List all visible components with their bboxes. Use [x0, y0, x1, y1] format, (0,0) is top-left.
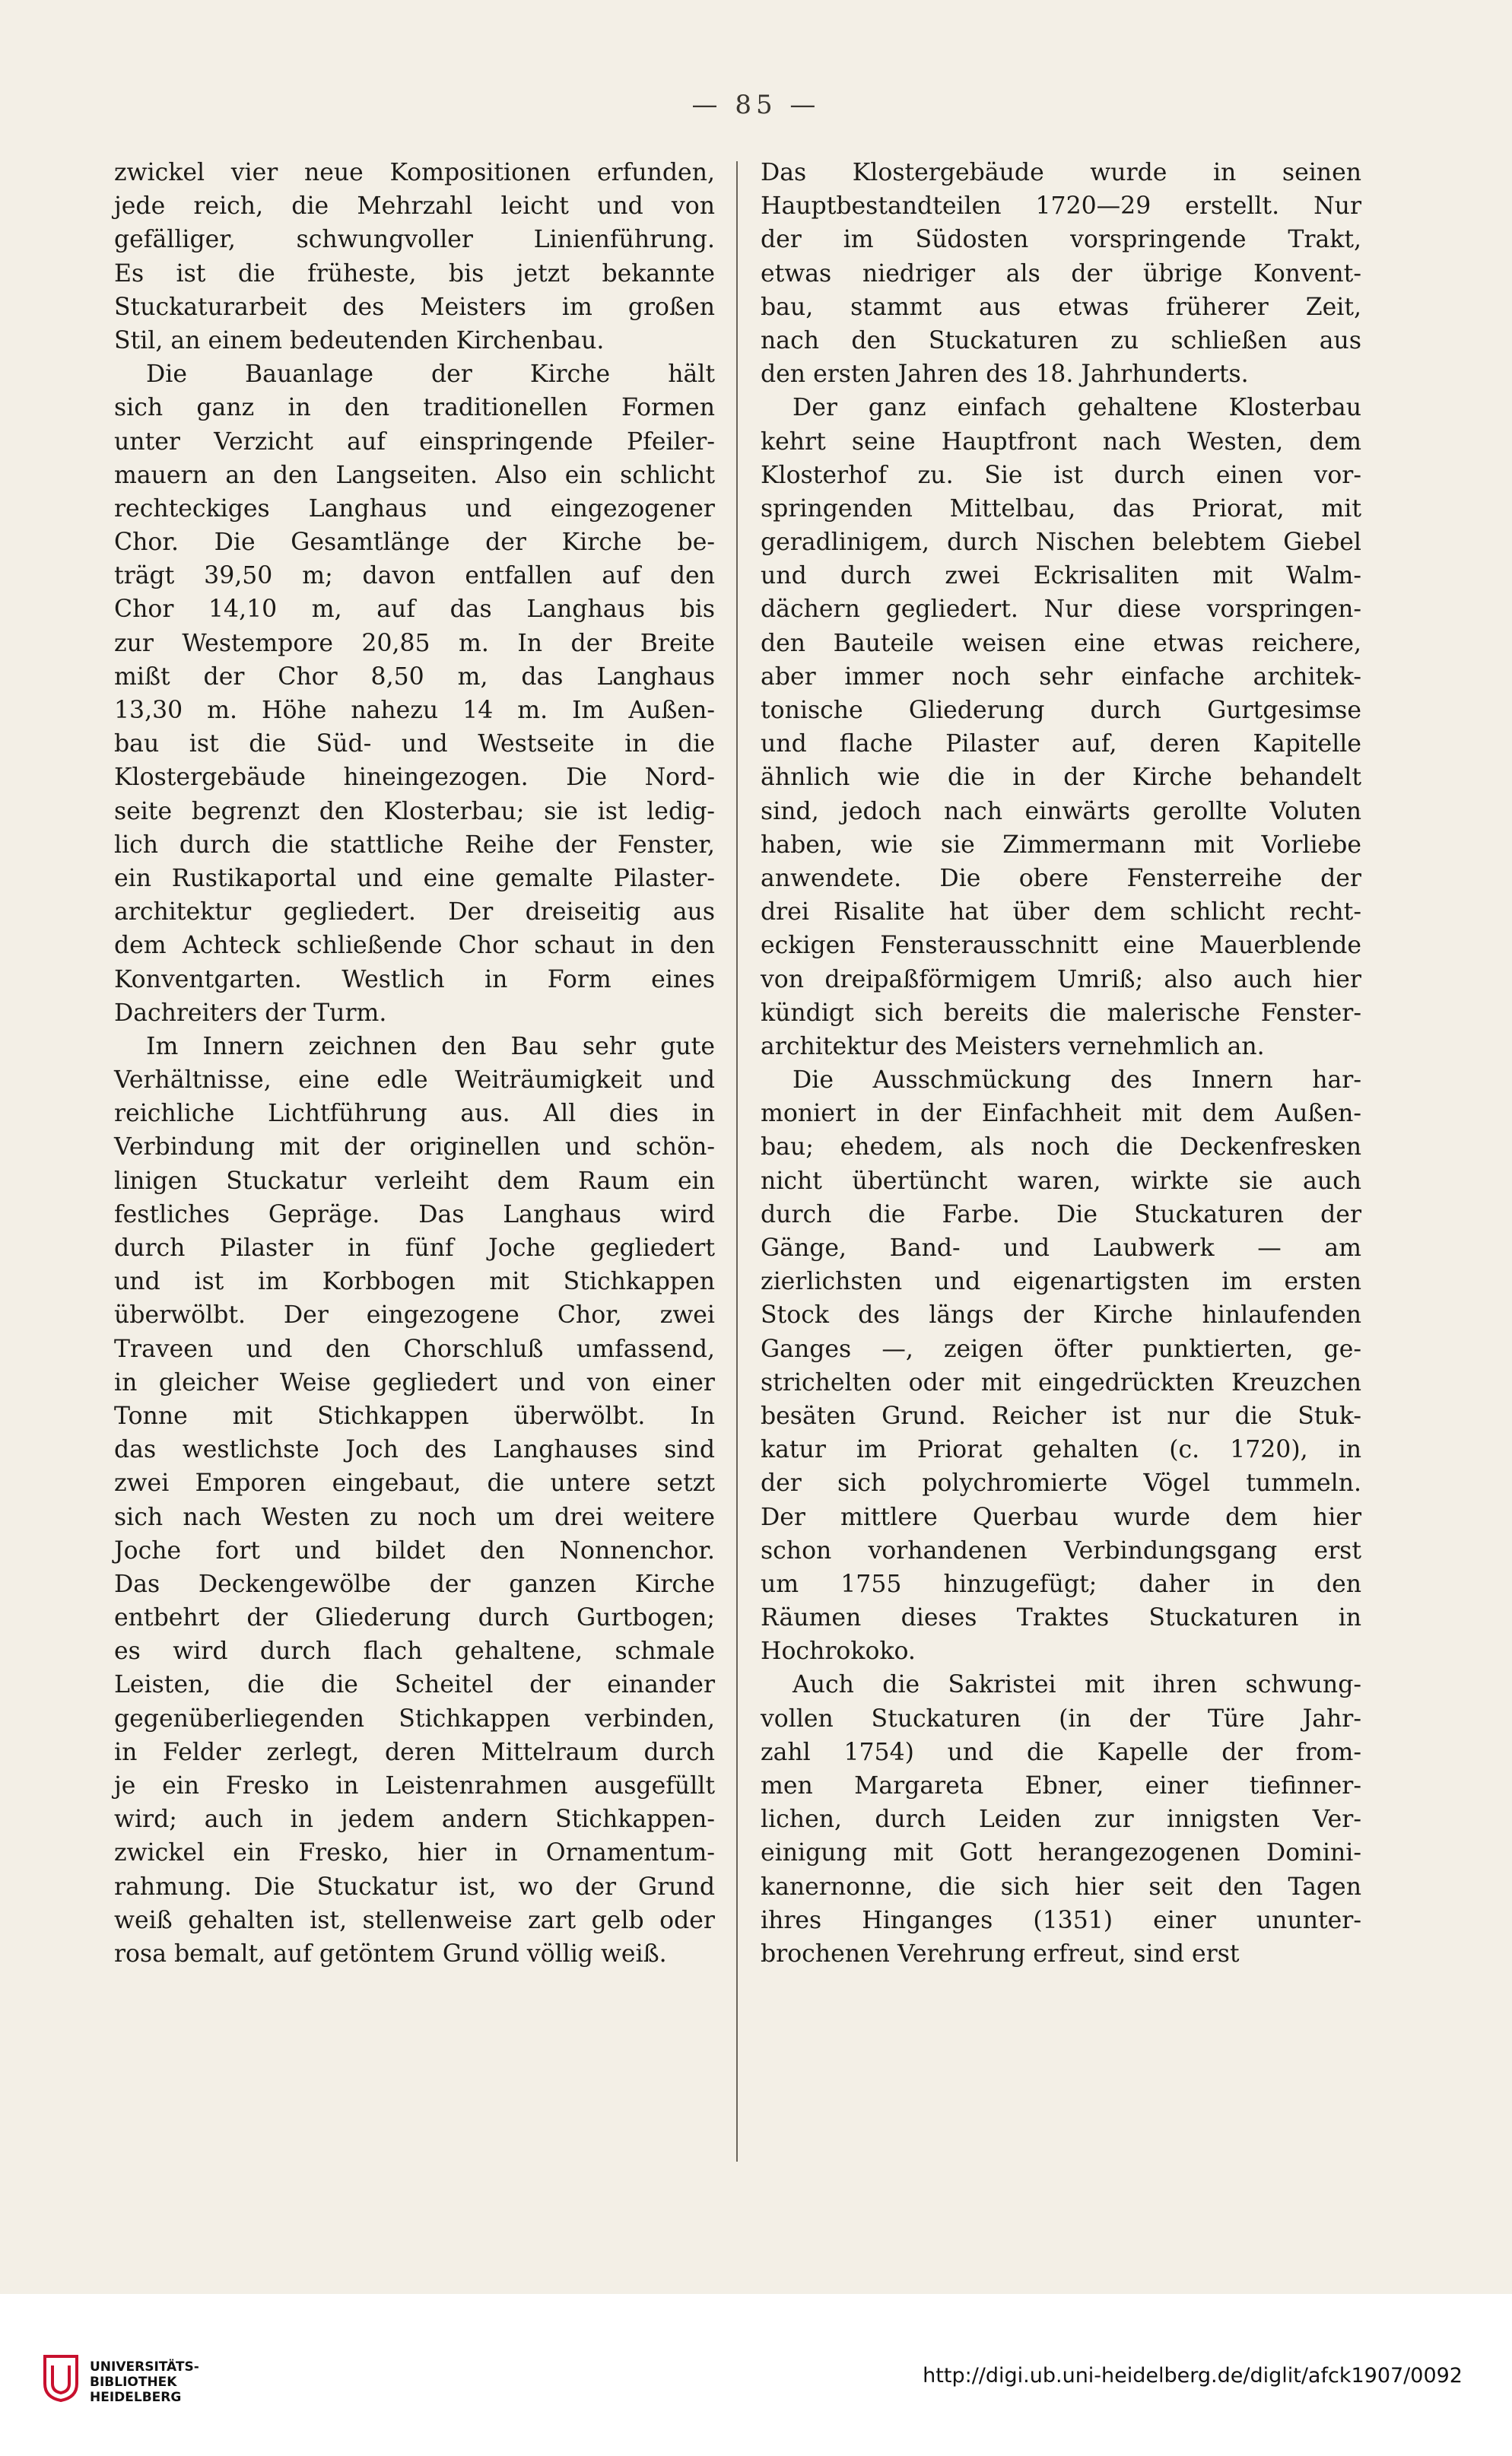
library-name-line: HEIDELBERG: [90, 2390, 182, 2405]
text-line: ähnlich wie die in der Kirche behandelt: [761, 764, 1361, 792]
text-line: in gleicher Weise gegliedert und von einer: [114, 1368, 715, 1396]
text-line: strichelten oder mit eingedrückten Kreuzchen: [761, 1368, 1361, 1396]
text-line: springenden Mittelbau, das Priorat, mit: [761, 494, 1361, 523]
text-line: und flache Pilaster auf, deren Kapitelle: [761, 730, 1361, 758]
text-line: Es ist die früheste, bis jetzt bekannte: [114, 259, 715, 288]
text-line: Auch die Sakristei mit ihren schwung-: [793, 1671, 1361, 1699]
text-line: in Felder zerlegt, deren Mittelraum durch: [114, 1738, 715, 1766]
text-line: rosa bemalt, auf getöntem Grund völlig weiß.: [114, 1940, 667, 1968]
text-line: Tonne mit Stichkappen überwölbt. In: [114, 1402, 715, 1430]
page-number: — 85 —: [691, 90, 821, 120]
text-line: architektur gegliedert. Der dreiseitig aus: [114, 898, 715, 926]
text-line: Das Klostergebäude wurde in seinen: [761, 159, 1361, 186]
text-line: gefälliger, schwungvoller Linienführung.: [114, 226, 715, 254]
text-line: um 1755 hinzugefügt; daher in den: [761, 1570, 1361, 1598]
text-line: das westlichste Joch des Langhauses sind: [114, 1436, 715, 1464]
text-line: zierlichsten und eigenartigsten im ersten: [761, 1268, 1361, 1296]
text-line: trägt 39,50 m; davon entfallen auf den: [114, 562, 715, 590]
text-line: den ersten Jahren des 18. Jahrhunderts.: [761, 361, 1249, 389]
text-line: besäten Grund. Reicher ist nur die Stuk-: [761, 1402, 1361, 1430]
text-line: rahmung. Die Stuckatur ist, wo der Grund: [114, 1873, 715, 1901]
text-line: es wird durch flach gehaltene, schmale: [114, 1638, 715, 1666]
text-line: der im Südosten vorspringende Trakt,: [761, 226, 1361, 254]
text-line: kündigt sich bereits die malerische Fenster-: [761, 999, 1361, 1027]
text-line: Joche fort und bildet den Nonnenchor.: [114, 1536, 715, 1565]
text-line: der sich polychromierte Vögel tummeln.: [761, 1469, 1361, 1498]
text-line: Verhältnisse, eine edle Weiträumigkeit und: [114, 1066, 715, 1095]
text-line: durch Pilaster in fünf Joche gegliedert: [114, 1234, 715, 1262]
text-line: Der ganz einfach gehaltene Klosterbau: [793, 394, 1361, 422]
text-line: vollen Stuckaturen (in der Türe Jahr-: [761, 1705, 1361, 1733]
text-line: Hochrokoko.: [761, 1638, 916, 1666]
text-line: Klosterhof zu. Sie ist durch einen vor-: [761, 461, 1361, 489]
text-line: Stock des längs der Kirche hinlaufenden: [761, 1301, 1361, 1330]
text-line: Das Deckengewölbe der ganzen Kirche: [114, 1570, 715, 1598]
text-line: bau, stammt aus etwas früherer Zeit,: [761, 293, 1361, 321]
text-column-right: [761, 156, 1361, 1971]
text-line: schon vorhandenen Verbindungsgang erst: [761, 1536, 1361, 1565]
text-line: moniert in der Einfachheit mit dem Außen-: [761, 1100, 1361, 1128]
library-name-line: UNIVERSITÄTS-: [90, 2359, 199, 2375]
text-line: eckigen Fensterausschnitt eine Mauerblende: [761, 932, 1361, 960]
text-line: Chor. Die Gesamtlänge der Kirche be-: [114, 529, 715, 557]
text-line: von dreipaßförmigem Umriß; also auch hier: [761, 965, 1361, 993]
library-name: [90, 2359, 199, 2405]
text-line: Der mittlere Querbau wurde dem hier: [761, 1503, 1361, 1531]
text-line: Stuckaturarbeit des Meisters im großen: [114, 293, 715, 321]
text-line: Chor 14,10 m, auf das Langhaus bis: [114, 596, 715, 624]
text-line: gegenüberliegenden Stichkappen verbinden,: [114, 1705, 715, 1733]
text-line: dem Achteck schließende Chor schaut in den: [114, 932, 715, 960]
text-line: seite begrenzt den Klosterbau; sie ist ledig-: [114, 797, 715, 825]
text-line: zwickel vier neue Kompositionen erfunden,: [114, 159, 715, 186]
text-line: anwendete. Die obere Fensterreihe der: [761, 864, 1361, 892]
text-line: kehrt seine Hauptfront nach Westen, dem: [761, 427, 1361, 456]
text-line: katur im Priorat gehalten (c. 1720), in: [761, 1436, 1361, 1464]
text-line: reichliche Lichtführung aus. All dies in: [114, 1100, 715, 1128]
text-line: den Bauteile weisen eine etwas reichere,: [761, 629, 1361, 657]
digitization-footer: [0, 2294, 1512, 2456]
text-line: haben, wie sie Zimmermann mit Vorliebe: [761, 831, 1361, 859]
text-line: zahl 1754) und die Kapelle der from-: [761, 1738, 1361, 1766]
text-line: Dachreiters der Turm.: [114, 999, 387, 1027]
text-line: rechteckiges Langhaus und eingezogener: [114, 494, 715, 523]
text-line: weiß gehalten ist, stellenweise zart gelb oder: [114, 1906, 715, 1934]
text-line: dächern gegliedert. Nur diese vorspringen-: [761, 596, 1361, 624]
university-library-logo-icon: [42, 2353, 80, 2403]
text-line: 13,30 m. Höhe nahezu 14 m. Im Außen-: [114, 697, 715, 724]
text-line: sind, jedoch nach einwärts gerollte Voluten: [761, 797, 1361, 825]
text-line: festliches Gepräge. Das Langhaus wird: [114, 1200, 715, 1228]
text-line: Konventgarten. Westlich in Form eines: [114, 965, 715, 993]
text-line: Hauptbestandteilen 1720—29 erstellt. Nur: [761, 192, 1361, 221]
text-line: und durch zwei Eckrisaliten mit Walm-: [761, 562, 1361, 590]
text-line: Die Bauanlage der Kirche hält: [146, 361, 715, 389]
text-line: durch die Farbe. Die Stuckaturen der: [761, 1200, 1361, 1228]
text-line: Verbindung mit der originellen und schön-: [114, 1133, 715, 1161]
text-line: Ganges —, zeigen öfter punktierten, ge-: [761, 1335, 1361, 1363]
text-line: ein Rustikaportal und eine gemalte Pilaster-: [114, 864, 715, 892]
text-line: nicht übertüncht waren, wirkte sie auch: [761, 1167, 1361, 1195]
text-line: architektur des Meisters vernehmlich an.: [761, 1032, 1265, 1060]
text-line: ihres Hinganges (1351) einer ununter-: [761, 1906, 1361, 1934]
text-line: Im Innern zeichnen den Bau sehr gute: [146, 1032, 715, 1060]
text-line: tonische Gliederung durch Gurtgesimse: [761, 697, 1361, 724]
text-column-left: [114, 156, 715, 1971]
text-line: zur Westempore 20,85 m. In der Breite: [114, 629, 715, 657]
text-line: Leisten, die die Scheitel der einander: [114, 1671, 715, 1699]
text-line: geradlinigem, durch Nischen belebtem Giebel: [761, 529, 1361, 557]
text-line: linigen Stuckatur verleiht dem Raum ein: [114, 1167, 715, 1195]
text-line: sich ganz in den traditionellen Formen: [114, 394, 715, 422]
text-line: Gänge, Band- und Laubwerk — am: [761, 1234, 1361, 1262]
text-line: lichen, durch Leiden zur innigsten Ver-: [761, 1806, 1361, 1834]
text-line: kanernonne, die sich hier seit den Tagen: [761, 1873, 1361, 1901]
text-line: zwickel ein Fresko, hier in Ornamentum-: [114, 1839, 715, 1867]
text-line: einigung mit Gott herangezogenen Domini-: [761, 1839, 1361, 1867]
text-line: mauern an den Langseiten. Also ein schlicht: [114, 461, 715, 489]
text-line: Stil, an einem bedeutenden Kirchenbau.: [114, 326, 605, 354]
text-line: nach den Stuckaturen zu schließen aus: [761, 326, 1361, 354]
text-line: lich durch die stattliche Reihe der Fenster,: [114, 831, 715, 859]
text-line: sich nach Westen zu noch um drei weitere: [114, 1503, 715, 1531]
text-line: je ein Fresko in Leistenrahmen ausgefüllt: [114, 1772, 715, 1800]
text-line: jede reich, die Mehrzahl leicht und von: [114, 192, 715, 221]
text-line: Traveen und den Chorschluß umfassend,: [114, 1335, 715, 1363]
column-divider: [736, 161, 738, 2162]
text-line: und ist im Korbbogen mit Stichkappen: [114, 1268, 715, 1296]
text-line: aber immer noch sehr einfache architek-: [761, 662, 1361, 691]
text-line: entbehrt der Gliederung durch Gurtbogen;: [114, 1604, 715, 1632]
text-line: men Margareta Ebner, einer tiefinner-: [761, 1772, 1361, 1800]
text-line: etwas niedriger als der übrige Konvent-: [761, 259, 1361, 288]
text-line: bau; ehedem, als noch die Deckenfresken: [761, 1133, 1361, 1161]
text-line: Räumen dieses Traktes Stuckaturen in: [761, 1604, 1361, 1632]
text-line: drei Risalite hat über dem schlicht recht-: [761, 898, 1361, 926]
text-line: mißt der Chor 8,50 m, das Langhaus: [114, 662, 715, 691]
library-name-line: BIBLIOTHEK: [90, 2375, 177, 2390]
text-line: Klostergebäude hineingezogen. Die Nord-: [114, 764, 715, 792]
text-line: wird; auch in jedem andern Stichkappen-: [114, 1806, 715, 1834]
text-line: zwei Emporen eingebaut, die untere setzt: [114, 1469, 715, 1498]
text-line: unter Verzicht auf einspringende Pfeiler-: [114, 427, 715, 456]
text-line: überwölbt. Der eingezogene Chor, zwei: [114, 1301, 715, 1330]
text-line: bau ist die Süd- und Westseite in die: [114, 730, 715, 758]
text-line: Die Ausschmückung des Innern har-: [793, 1066, 1361, 1095]
text-line: brochenen Verehrung erfreut, sind erst: [761, 1940, 1240, 1968]
source-url-link[interactable]: http://digi.ub.uni-heidelberg.de/diglit/afck1907/0092: [923, 2364, 1463, 2388]
